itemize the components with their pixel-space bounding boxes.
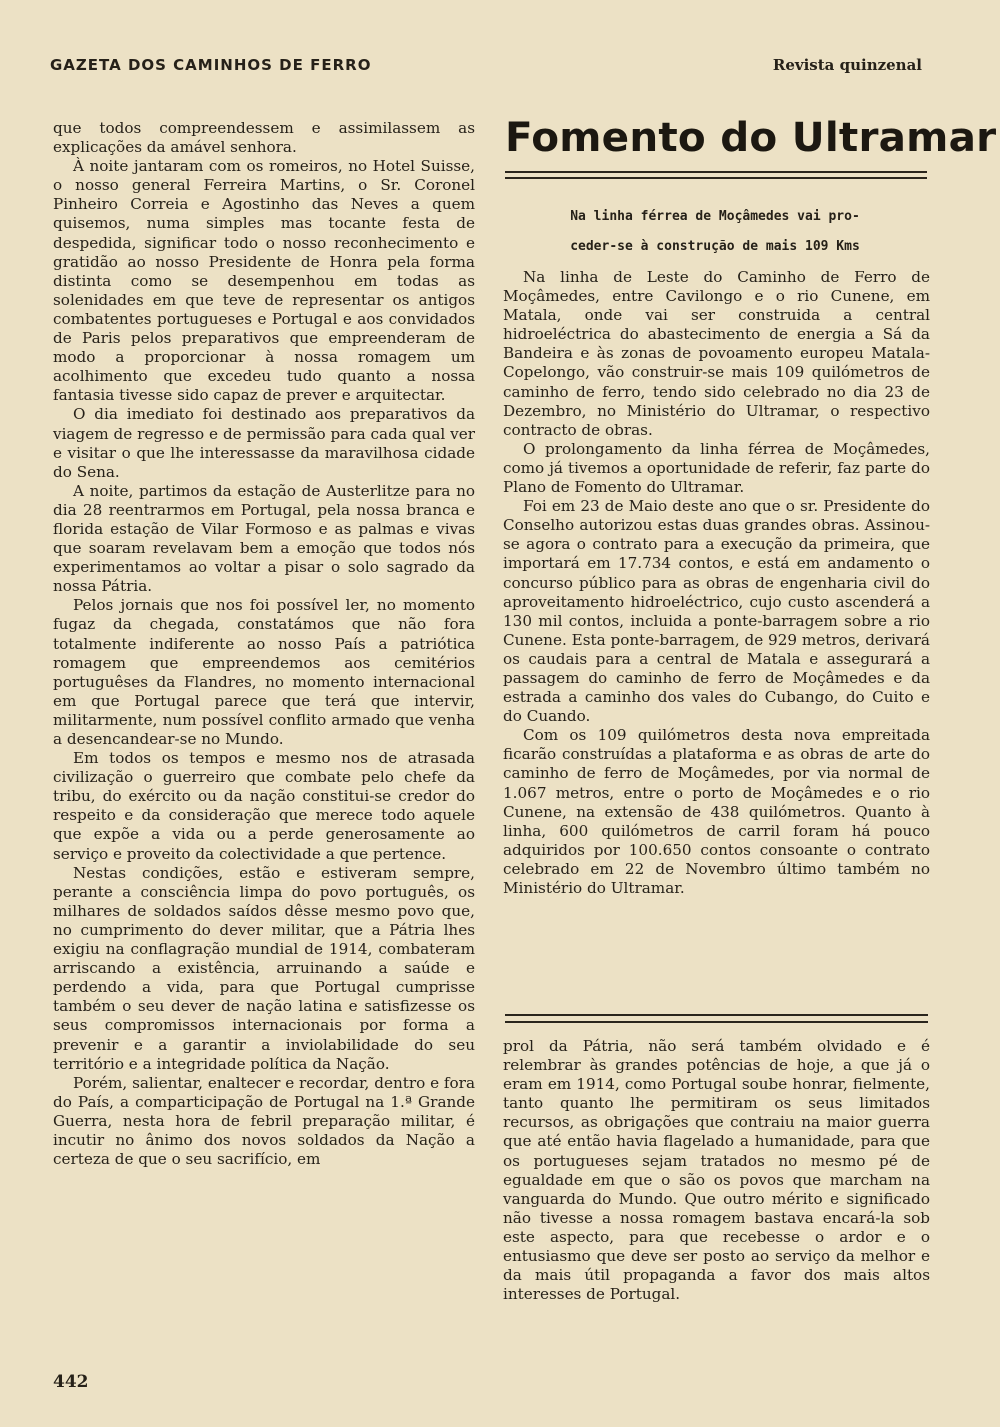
- article-title: Fomento do Ultramar: [505, 113, 997, 161]
- article-paragraph: Com os 109 quilómetros desta nova empreitada ficarão construídas a plataforma e as obras de arte do caminho de ferro de Moçâmedes, por via normal de 1.067 metros, entre o porto de Moçâmedes e o rio Cunene, na extensão de 438 quilómetros. Quanto à linha, 600 quilómetros de carril foram há pouco adquiridos por 100.650 contos consoante o contrato celebrado em 22 de Novembro último também no Ministério do Ultramar.: [503, 726, 930, 897]
- left-paragraph: Em todos os tempos e mesmo nos de atrasada civilização o guerreiro que combate pelo chefe da tribu, do exército ou da nação constitui-se credor do respeito e da consideração que merece todo aquele que expõe a vida ou a perde generosamente ao serviço e proveito da colectividade a que pertence.: [53, 749, 475, 863]
- article-body: [503, 268, 930, 898]
- left-paragraph: Porém, salientar, enaltecer e recordar, dentro e fora do País, a comparticipação de Portugal na 1.ª Grande Guerra, nesta hora de febril preparação militar, é incutir no ânimo dos novos soldados da Nação a certeza de que o seu sacrifício, em: [53, 1073, 475, 1169]
- article-end-rule-bottom: [505, 1021, 928, 1023]
- article-paragraph: Foi em 23 de Maio deste ano que o sr. Presidente do Conselho autorizou estas duas grandes obras. Assinou-se agora o contrato para a execução da primeira, que importará em 17.734 contos, e está em andamento o concurso público para as obras de engenharia civil do aproveitamento hidroeléctrico, cujo custo ascenderá a 130 mil contos, incluida a ponte-barragem sobre a rio Cunene. Esta ponte-barragem, de 929 metros, derivará os caudais para a central de Matala e assegurará a passagem do caminho de ferro de Moçâmedes e da estrada a caminho dos vales do Cubango, do Cuito e do Cuando.: [503, 497, 930, 726]
- article-subtitle: [515, 202, 915, 262]
- left-paragraph: O dia imediato foi destinado aos preparativos da viagem de regresso e de permissão para cada qual ver e visitar o que lhe interessasse da maravilhosa cidade do Sena.: [53, 405, 475, 481]
- page-number: 442: [53, 1372, 89, 1392]
- left-paragraph: A noite, partimos da estação de Austerlitze para no dia 28 reentrarmos em Portugal, pela nossa branca e florida estação de Vilar Formoso e as palmas e vivas que soaram revelavam bem a emoção que todos nós experimentamos ao voltar a pisar o solo sagrado da nossa Pátria.: [53, 481, 475, 596]
- left-paragraph: Nestas condições, estão e estiveram sempre, perante a consciência limpa do povo português, os milhares de soldados saídos dêsse mesmo povo que, no cumprimento do dever militar, que a Pátria lhes exigiu na conflagração mundial de 1914, combateram arriscando a existência, arruinando a saúde e perdendo a vida, para que Portugal cumprisse também o seu dever de nação latina e satisfizesse os seus compromissos internacionais por forma a prevenir e a garantir a inviolabilidade do seu território e a integridade política da Nação.: [53, 863, 475, 1073]
- left-paragraph: À noite jantaram com os romeiros, no Hotel Suisse, o nosso general Ferreira Martins, o Sr. Coronel Pinheiro Correia e Agostinho das Neves a quem quisemos, numa simples mas tocante festa de despedida, significar todo o nosso reconhecimento e gratidão ao nosso Presidente de Honra pela forma distinta como se desempenhou em todas as solenidades em que teve de representar os antigos combatentes portugueses e Portugal e aos convidados de Paris pelos preparativos que empreenderam de modo a proporcionar à nossa romagem um acolhimento que excedeu tudo quanto a nossa fantasia tivesse sido capaz de prever e arquitectar.: [53, 157, 475, 405]
- subtitle-line: Na linha férrea de Moçâmedes vai pro-: [570, 209, 860, 224]
- title-rule-top: [505, 171, 927, 173]
- left-paragraph: Pelos jornais que nos foi possível ler, no momento fugaz da chegada, constatámos que não fora totalmente indiferente ao nosso País a patriótica romagem que empreendemos aos cemitérios portuguêses da Flandres, no momento internacional em que Portugal parece que terá que intervir, militarmente, num possível conflito armado que venha a desencandear-se no Mundo.: [53, 596, 475, 748]
- article-end-rule-top: [505, 1014, 928, 1016]
- title-rule-bottom: [505, 177, 927, 179]
- publication-frequency: Revista quinzenal: [772, 56, 922, 74]
- continuation-column: [503, 1037, 930, 1304]
- article-paragraph: Na linha de Leste do Caminho de Ferro de Moçâmedes, entre Cavilongo e o rio Cunene, em Matala, onde vai ser construida a central hidroeléctrica do abastecimento de energia a Sá da Bandeira e às zonas de povoamento europeu Matala-Copelongo, vão construir-se mais 109 quilómetros de caminho de ferro, tendo sido celebrado no dia 23 de Dezembro, no Ministério do Ultramar, o respectivo contracto de obras.: [503, 268, 930, 439]
- article-paragraph: O prolongamento da linha férrea de Moçâmedes, como já tivemos a oportunidade de referir, faz parte do Plano de Fomento do Ultramar.: [503, 439, 930, 497]
- left-column: [53, 119, 475, 1169]
- subtitle-line: ceder-se à construção de mais 109 Kms: [570, 239, 860, 254]
- continuation-paragraph: prol da Pátria, não será também olvidado e é relembrar às grandes potências de hoje, a que já o eram em 1914, como Portugal soube honrar, fielmente, tanto quanto lhe permitiram os seus limitados recursos, as obrigações que contraiu na maior guerra que até então havia flagelado a humanidade, para que os portugueses sejam tratados no mesmo pé de egualdade em que o são os povos que marcham na vanguarda do Mundo. Que outro mérito e significado não tivesse a nossa romagem bastava encará-la sob este aspecto, para que recebesse o ardor e o entusiasmo que deve ser posto ao serviço da melhor e da mais útil propaganda a favor dos mais altos interesses de Portugal.: [503, 1037, 930, 1304]
- left-paragraph: que todos compreendessem e assimilassem as explicações da amável senhora.: [53, 119, 475, 157]
- publication-title: GAZETA DOS CAMINHOS DE FERRO: [50, 56, 372, 74]
